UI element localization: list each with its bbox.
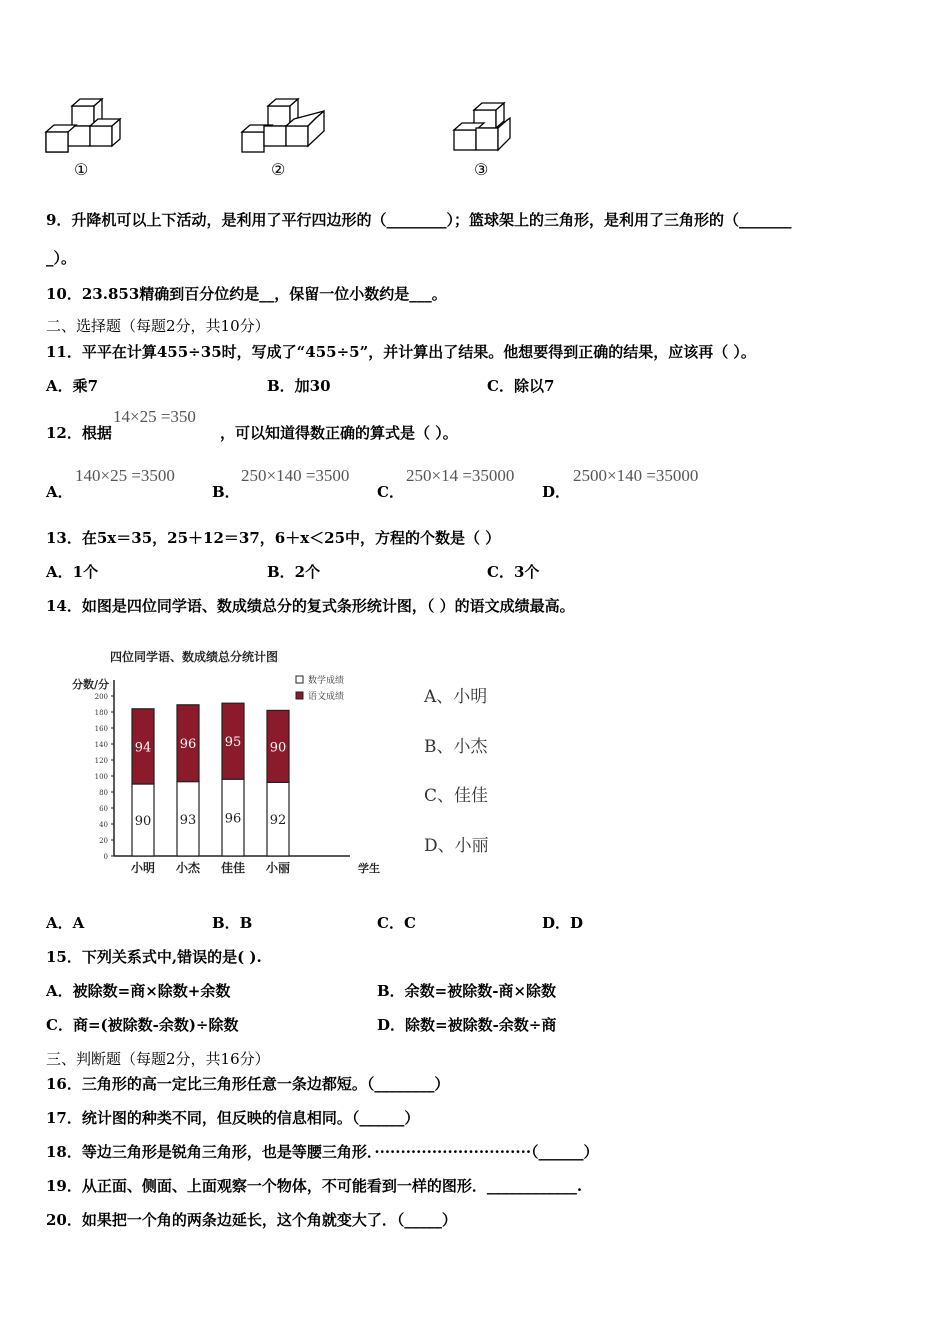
y-tick-label: 80 xyxy=(99,789,108,797)
q11-option-b[interactable]: B．加30 xyxy=(267,377,331,395)
q11-option-c[interactable]: C．除以7 xyxy=(487,377,555,395)
cube-figure-3 xyxy=(452,100,516,156)
section-2-heading: 二、选择题（每题2分，共10分） xyxy=(46,317,270,335)
data-label-chinese: 95 xyxy=(224,735,242,751)
question-14: 14．如图是四位同学语、数成绩总分的复式条形统计图，（ ）的语文成绩最高。 xyxy=(46,597,575,615)
section-3-heading: 三、判断题（每题2分，共16分） xyxy=(46,1050,270,1068)
q15-option-c[interactable]: C．商=(被除数-余数)÷除数 xyxy=(46,1016,239,1034)
question-17: 17．统计图的种类不同，但反映的信息相同。（______） xyxy=(46,1109,420,1127)
cube-figure-2 xyxy=(240,98,330,156)
q14-option-d[interactable]: D．D xyxy=(542,914,584,932)
y-tick-label: 200 xyxy=(94,693,108,701)
figure-label-1: ① xyxy=(74,160,89,179)
q14-option-b[interactable]: B．B xyxy=(212,914,253,932)
chart-choice-c: C、佳佳 xyxy=(424,786,489,806)
q12-option-d-letter[interactable]: D． xyxy=(542,483,571,501)
question-15: 15．下列关系式中,错误的是( ). xyxy=(46,948,262,966)
cube-figure-1 xyxy=(44,98,124,156)
data-label-chinese: 94 xyxy=(134,740,152,756)
q12-option-a-letter[interactable]: A． xyxy=(46,483,73,501)
chart-choice-a: A、小明 xyxy=(424,687,488,707)
data-label-math: 90 xyxy=(134,814,152,829)
figure-label-2: ② xyxy=(271,160,286,179)
legend-label-math: 数学成绩 xyxy=(308,676,345,686)
y-tick-label: 100 xyxy=(94,773,108,781)
q12-option-b-math: 250×140 =3500 xyxy=(241,466,350,485)
y-tick-label: 160 xyxy=(94,725,108,733)
q15-option-a[interactable]: A．被除数=商×除数+余数 xyxy=(46,982,231,1000)
question-18: 18．等边三角形是锐角三角形，也是等腰三角形．······························（______） xyxy=(46,1143,599,1161)
y-tick-label: 60 xyxy=(99,805,108,813)
q12-option-b-letter[interactable]: B． xyxy=(212,483,240,501)
question-11: 11．平平在计算455÷35时，写成了“455÷5”，并计算出了结果。他想要得到正确的结果，应该再（ ）。 xyxy=(46,343,756,361)
legend-swatch-chinese xyxy=(296,692,303,699)
data-label-math: 93 xyxy=(179,812,197,828)
question-19: 19．从正面、侧面、上面观察一个物体，不可能看到一样的图形．____________. xyxy=(46,1177,583,1195)
q12-option-c-letter[interactable]: C． xyxy=(377,483,404,501)
question-10: 10．23.853精确到百分位约是__，保留一位小数约是___。 xyxy=(46,285,447,303)
y-tick-label: 20 xyxy=(99,837,108,845)
x-tick-label: 小明 xyxy=(130,861,156,875)
q15-option-d[interactable]: D．除数=被除数-余数÷商 xyxy=(377,1016,557,1034)
figure-label-3: ③ xyxy=(474,160,489,179)
q12-option-c-math: 250×14 =35000 xyxy=(406,466,515,485)
legend-swatch-math xyxy=(296,676,303,683)
y-tick-label: 0 xyxy=(103,853,108,861)
y-tick-label: 140 xyxy=(94,741,108,749)
chart-choice-b: B、小杰 xyxy=(424,737,488,757)
question-20: 20．如果把一个角的两条边延长，这个角就变大了．（_____） xyxy=(46,1211,457,1229)
q15-option-b[interactable]: B．余数=被除数-商×除数 xyxy=(377,982,557,1000)
data-label-chinese: 96 xyxy=(179,737,197,753)
q13-option-c[interactable]: C．3个 xyxy=(487,563,540,581)
chart-choice-d: D、小丽 xyxy=(424,836,489,856)
x-axis-label: 学生 xyxy=(358,862,380,875)
chart-title: 四位同学语、数成绩总分统计图 xyxy=(110,650,279,664)
data-label-math: 96 xyxy=(224,811,242,827)
question-12-math: 14×25 =350 xyxy=(113,407,196,426)
question-12-prefix: 12．根据 xyxy=(46,424,112,442)
y-axis-label: 分数/分 xyxy=(72,678,110,691)
data-label-chinese: 90 xyxy=(269,740,287,756)
q11-option-a[interactable]: A．乘7 xyxy=(46,377,99,395)
q14-option-c[interactable]: C．C xyxy=(377,914,416,932)
q12-option-d-math: 2500×140 =35000 xyxy=(573,466,699,485)
data-label-math: 92 xyxy=(269,813,287,829)
x-tick-label: 小杰 xyxy=(175,861,201,875)
x-tick-label: 佳佳 xyxy=(220,861,246,875)
q13-option-a[interactable]: A．1个 xyxy=(46,563,99,581)
q14-option-a[interactable]: A．A xyxy=(46,914,85,932)
question-13: 13．在5x＝35，25＋12＝37，6＋x＜25中，方程的个数是（ ） xyxy=(46,529,501,547)
legend-label-chinese: 语文成绩 xyxy=(308,692,345,702)
x-tick-label: 小丽 xyxy=(265,861,291,875)
q13-option-b[interactable]: B．2个 xyxy=(267,563,321,581)
q12-option-a-math: 140×25 =3500 xyxy=(75,466,175,485)
bar-chart xyxy=(70,660,380,890)
question-16: 16．三角形的高一定比三角形任意一条边都短。（________） xyxy=(46,1075,450,1093)
question-9-continued: _）。 xyxy=(46,249,77,267)
y-tick-label: 180 xyxy=(94,709,108,717)
y-tick-label: 40 xyxy=(99,821,108,829)
y-tick-label: 120 xyxy=(94,757,108,765)
question-12-suffix: ，可以知道得数正确的算式是（ ）。 xyxy=(220,424,458,442)
question-9: 9．升降机可以上下活动，是利用了平行四边形的（________）；篮球架上的三角形，是利用了三角形的（_______ xyxy=(46,211,792,229)
